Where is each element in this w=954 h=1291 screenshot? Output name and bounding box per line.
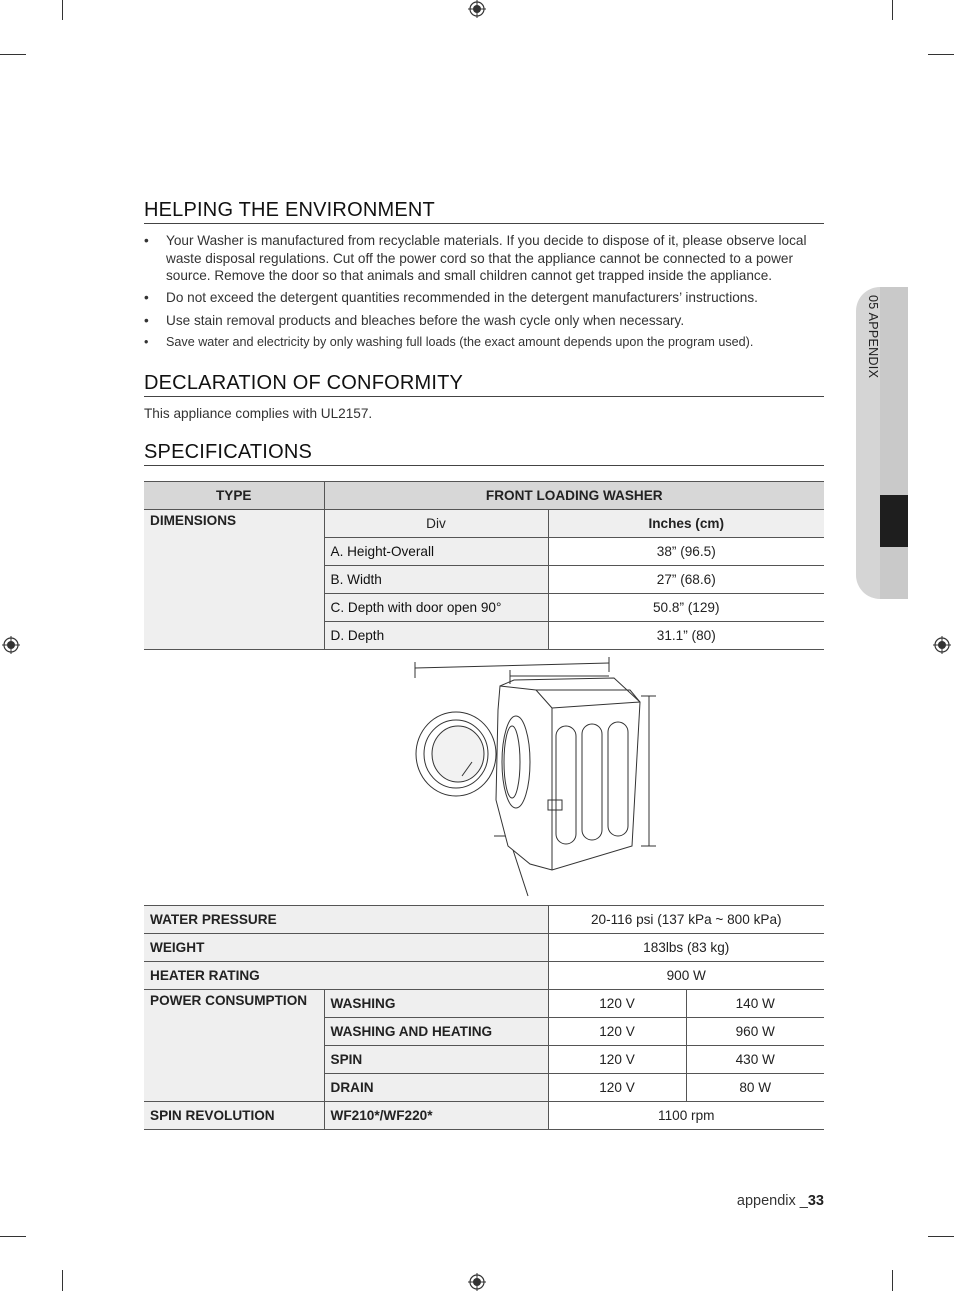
heater-value: 900 W bbox=[548, 962, 824, 990]
power-mode: DRAIN bbox=[324, 1074, 548, 1102]
side-tab-bar bbox=[880, 287, 908, 599]
power-wattage: 430 W bbox=[686, 1046, 824, 1074]
water-pressure-label: WATER PRESSURE bbox=[144, 906, 548, 934]
list-item: • Save water and electricity by only washing full loads (the exact amount depends upon the program used). bbox=[144, 334, 824, 352]
page-content bbox=[144, 198, 824, 1130]
spin-label: SPIN REVOLUTION bbox=[144, 1102, 324, 1130]
water-pressure-value: 20-116 psi (137 kPa ~ 800 kPa) bbox=[548, 906, 824, 934]
environment-heading: HELPING THE ENVIRONMENT bbox=[144, 198, 824, 224]
inches-column-header: Inches (cm) bbox=[548, 510, 824, 538]
section-side-tab bbox=[856, 287, 908, 599]
registration-mark-icon bbox=[2, 636, 20, 654]
dimensions-label: DIMENSIONS bbox=[144, 510, 324, 650]
dimension-div: B. Width bbox=[324, 566, 548, 594]
power-voltage: 120 V bbox=[548, 1018, 686, 1046]
crop-mark bbox=[62, 0, 63, 20]
crop-mark bbox=[0, 1236, 26, 1237]
registration-mark-icon bbox=[468, 1273, 486, 1291]
type-value: FRONT LOADING WASHER bbox=[324, 482, 824, 510]
crop-mark bbox=[62, 1270, 63, 1291]
power-wattage: 960 W bbox=[686, 1018, 824, 1046]
table-row bbox=[144, 510, 824, 538]
washer-diagram-cell bbox=[144, 650, 824, 906]
dimension-value: 38” (96.5) bbox=[548, 538, 824, 566]
weight-label: WEIGHT bbox=[144, 934, 548, 962]
environment-list bbox=[144, 232, 824, 351]
crop-mark bbox=[0, 54, 26, 55]
registration-mark-icon bbox=[933, 636, 951, 654]
specifications-table bbox=[144, 481, 824, 1130]
list-item: • Your Washer is manufactured from recyclable materials. If you decide to dispose of it, please observe local waste disposal regulations. Cut off the power cord so that the appliance cannot be connected to a power source. Remove the door so that animals and small children cannot get trapped inside the appliance. bbox=[144, 232, 824, 285]
dimension-value: 31.1” (80) bbox=[548, 622, 824, 650]
dimension-div: D. Depth bbox=[324, 622, 548, 650]
crop-mark bbox=[928, 54, 954, 55]
dimension-value: 50.8” (129) bbox=[548, 594, 824, 622]
power-voltage: 120 V bbox=[548, 1074, 686, 1102]
power-voltage: 120 V bbox=[548, 990, 686, 1018]
side-tab-marker bbox=[880, 495, 908, 547]
specifications-heading: SPECIFICATIONS bbox=[144, 440, 824, 466]
power-mode: SPIN bbox=[324, 1046, 548, 1074]
crop-mark bbox=[892, 0, 893, 20]
power-wattage: 140 W bbox=[686, 990, 824, 1018]
washer-dimension-diagram bbox=[144, 650, 824, 902]
spin-value: 1100 rpm bbox=[548, 1102, 824, 1130]
table-row bbox=[144, 1102, 824, 1130]
weight-value: 183lbs (83 kg) bbox=[548, 934, 824, 962]
table-row bbox=[144, 934, 824, 962]
footer-prefix: appendix _ bbox=[736, 1193, 808, 1209]
table-row bbox=[144, 962, 824, 990]
table-row bbox=[144, 990, 824, 1018]
conformity-heading: DECLARATION OF CONFORMITY bbox=[144, 371, 824, 397]
table-row bbox=[144, 906, 824, 934]
power-wattage: 80 W bbox=[686, 1074, 824, 1102]
conformity-text: This appliance complies with UL2157. bbox=[144, 406, 373, 422]
heater-label: HEATER RATING bbox=[144, 962, 548, 990]
div-column-header: Div bbox=[324, 510, 548, 538]
list-item: • Use stain removal products and bleaches before the wash cycle only when necessary. bbox=[144, 312, 824, 330]
crop-mark bbox=[928, 1236, 954, 1237]
power-voltage: 120 V bbox=[548, 1046, 686, 1074]
list-item: • Do not exceed the detergent quantities recommended in the detergent manufacturers’ instructions. bbox=[144, 289, 824, 307]
page-number: 33 bbox=[807, 1193, 824, 1209]
dimension-div: A. Height-Overall bbox=[324, 538, 548, 566]
dimension-value: 27” (68.6) bbox=[548, 566, 824, 594]
power-label: POWER CONSUMPTION bbox=[144, 990, 324, 1102]
type-label: TYPE bbox=[144, 482, 324, 510]
table-row bbox=[144, 482, 824, 510]
page-footer bbox=[737, 1193, 824, 1209]
side-tab-label: 05 APPENDIX bbox=[866, 295, 880, 379]
power-mode: WASHING bbox=[324, 990, 548, 1018]
spin-model: WF210*/WF220* bbox=[324, 1102, 548, 1130]
dimension-div: C. Depth with door open 90° bbox=[324, 594, 548, 622]
power-mode: WASHING AND HEATING bbox=[324, 1018, 548, 1046]
registration-mark-icon bbox=[468, 0, 486, 18]
table-row bbox=[144, 650, 824, 906]
crop-mark bbox=[892, 1270, 893, 1291]
